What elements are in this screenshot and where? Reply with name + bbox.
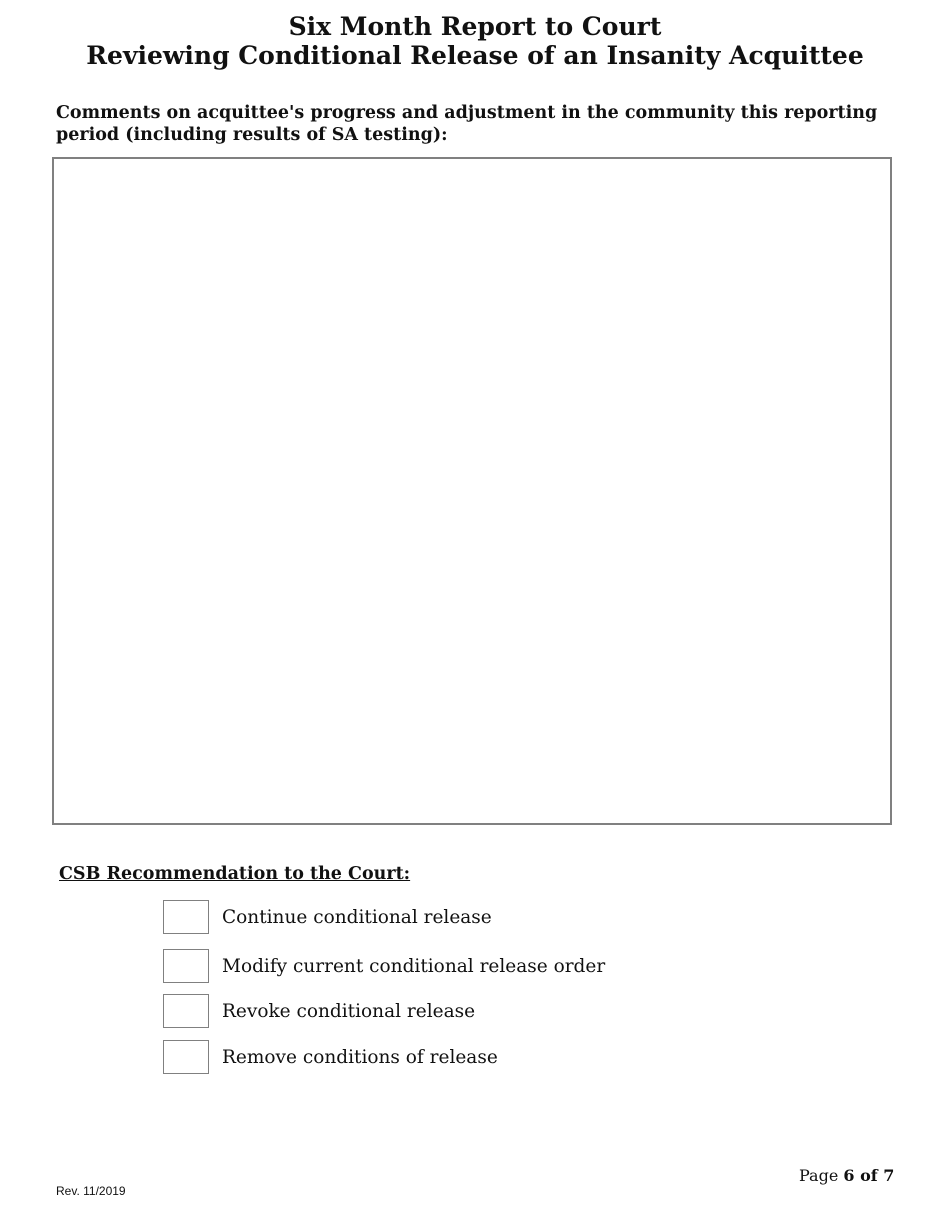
form-subtitle: Reviewing Conditional Release of an Insanity Acquittee [86, 41, 864, 70]
form-title: Six Month Report to Court [288, 12, 662, 41]
continue-checkbox[interactable] [163, 900, 209, 934]
page-prefix: Page [799, 1166, 839, 1185]
modify-checkbox[interactable] [163, 949, 209, 983]
revoke-label: Revoke conditional release [222, 1001, 476, 1022]
continue-label: Continue conditional release [222, 907, 492, 928]
remove-checkbox[interactable] [163, 1040, 209, 1074]
revision-date: Rev. 11/2019 [56, 1184, 126, 1198]
modify-label: Modify current conditional release order [222, 956, 606, 977]
option-revoke[interactable] [163, 994, 763, 1028]
revoke-checkbox[interactable] [163, 994, 209, 1028]
page-number [799, 1166, 894, 1185]
page-count: 6 of 7 [843, 1166, 895, 1185]
remove-label: Remove conditions of release [222, 1047, 498, 1068]
option-modify[interactable] [163, 949, 763, 983]
recommendation-heading: CSB Recommendation to the Court: [59, 864, 411, 884]
comments-prompt: Comments on acquittee's progress and adjustment in the community this reporting period (including results of SA testing): [56, 103, 878, 145]
option-remove[interactable] [163, 1040, 763, 1074]
option-continue[interactable] [163, 900, 763, 934]
comments-field[interactable] [52, 157, 892, 825]
